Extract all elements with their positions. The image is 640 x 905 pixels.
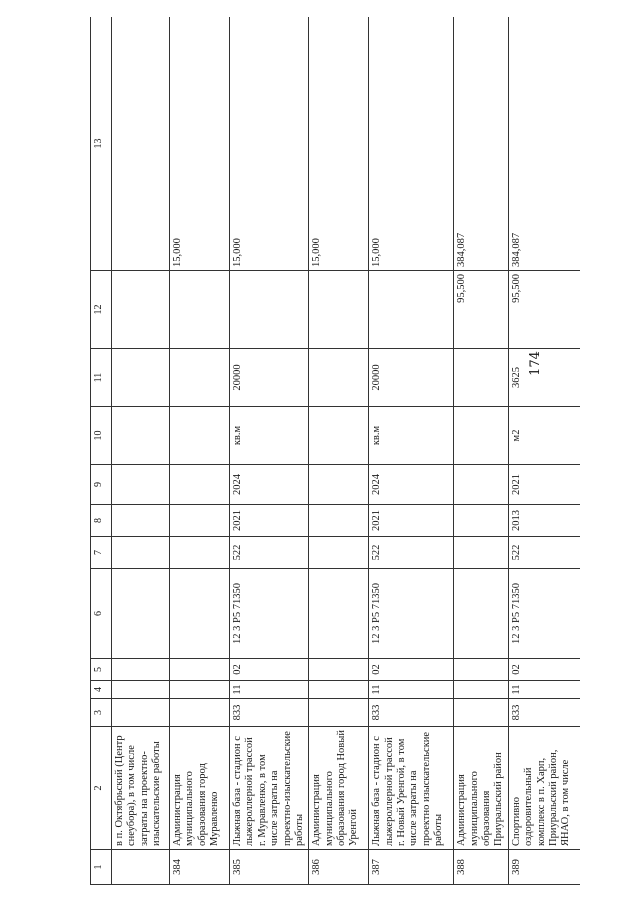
cell-c12	[112, 271, 170, 349]
cell-c10: кв.м	[230, 407, 309, 465]
cell-c6: 12 3 P5 71350	[369, 569, 454, 659]
cell-c6	[309, 569, 369, 659]
cell-c3	[170, 699, 230, 727]
cell-c4: 11	[369, 681, 454, 699]
page-number: 174	[527, 351, 543, 376]
cell-c9: 2024	[230, 465, 309, 505]
cell-c4	[170, 681, 230, 699]
cell-c5	[309, 659, 369, 681]
cell-c11	[454, 349, 509, 407]
cell-c7	[309, 537, 369, 569]
cell-num: 389	[508, 850, 580, 885]
cell-c3: 833	[508, 699, 580, 727]
cell-c6	[454, 569, 509, 659]
cell-num: 384	[170, 850, 230, 885]
cell-c7	[112, 537, 170, 569]
cell-c5	[112, 659, 170, 681]
col-header-12: 12	[91, 271, 112, 349]
cell-c8: 2021	[369, 505, 454, 537]
cell-c8	[454, 505, 509, 537]
cell-c5: 02	[508, 659, 580, 681]
table-row	[112, 17, 170, 885]
cell-c3	[309, 699, 369, 727]
cell-c8: 2021	[230, 505, 309, 537]
table-row	[454, 17, 509, 885]
col-header-7: 7	[91, 537, 112, 569]
cell-c7	[454, 537, 509, 569]
cell-c11: 20000	[369, 349, 454, 407]
cell-c12: 95,500	[508, 271, 580, 349]
cell-name: Лыжная база - стадион с лыжероллерной трассой г. Новый Уренгой, в том числе затраты на проектно изыскательские работы	[369, 727, 454, 850]
cell-c3: 833	[230, 699, 309, 727]
cell-c11	[309, 349, 369, 407]
cell-c5: 02	[230, 659, 309, 681]
cell-c4	[454, 681, 509, 699]
table-row	[230, 17, 309, 885]
table-row	[369, 17, 454, 885]
data-table	[90, 17, 580, 885]
table-row	[170, 17, 230, 885]
cell-c10	[170, 407, 230, 465]
cell-c12	[369, 271, 454, 349]
col-header-10: 10	[91, 407, 112, 465]
col-header-6: 6	[91, 569, 112, 659]
cell-c13	[112, 17, 170, 271]
cell-c11	[170, 349, 230, 407]
col-header-3: 3	[91, 699, 112, 727]
cell-c12	[170, 271, 230, 349]
cell-c4: 11	[230, 681, 309, 699]
rotated-table-container	[90, 17, 580, 885]
cell-num	[112, 850, 170, 885]
cell-c7: 522	[508, 537, 580, 569]
cell-c8: 2013	[508, 505, 580, 537]
cell-num: 385	[230, 850, 309, 885]
cell-c7: 522	[230, 537, 309, 569]
cell-name: Администрация муниципального образования Приуральский район	[454, 727, 509, 850]
cell-c3: 833	[369, 699, 454, 727]
cell-c5: 02	[369, 659, 454, 681]
cell-c6: 12 3 P5 71350	[230, 569, 309, 659]
cell-c9: 2024	[369, 465, 454, 505]
cell-c10	[112, 407, 170, 465]
cell-c6: 12 3 P5 71350	[508, 569, 580, 659]
cell-num: 387	[369, 850, 454, 885]
cell-c10: м2	[508, 407, 580, 465]
cell-c11: 20000	[230, 349, 309, 407]
col-header-11: 11	[91, 349, 112, 407]
table-viewport	[90, 17, 580, 885]
cell-c3	[454, 699, 509, 727]
cell-c13: 384,087	[454, 17, 509, 271]
cell-c12: 95,500	[454, 271, 509, 349]
col-header-13: 13	[91, 17, 112, 271]
cell-c10	[309, 407, 369, 465]
cell-name: Администрация муниципального образования город Муравленко	[170, 727, 230, 850]
cell-c4	[112, 681, 170, 699]
cell-c9	[309, 465, 369, 505]
column-number-row	[91, 17, 112, 885]
cell-name: в п. Октябрьский (Центр снеубора), в том числе затраты на проектно-изыскательские работы	[112, 727, 170, 850]
col-header-1: 1	[91, 850, 112, 885]
cell-c13: 15,000	[309, 17, 369, 271]
cell-c6	[170, 569, 230, 659]
cell-c12	[309, 271, 369, 349]
cell-c11	[112, 349, 170, 407]
cell-c10: кв.м	[369, 407, 454, 465]
cell-c5	[170, 659, 230, 681]
cell-c7	[170, 537, 230, 569]
cell-c9	[112, 465, 170, 505]
cell-c4: 11	[508, 681, 580, 699]
cell-num: 388	[454, 850, 509, 885]
cell-c13: 384,087	[508, 17, 580, 271]
cell-c12	[230, 271, 309, 349]
col-header-4: 4	[91, 681, 112, 699]
col-header-5: 5	[91, 659, 112, 681]
cell-c7: 522	[369, 537, 454, 569]
cell-name: Лыжная база - стадион с лыжероллерной трассой г. Муравленко, в том числе затраты на проектно-изыскательские работы	[230, 727, 309, 850]
cell-c13: 15,000	[230, 17, 309, 271]
cell-c9: 2021	[508, 465, 580, 505]
cell-c8	[170, 505, 230, 537]
cell-c8	[112, 505, 170, 537]
col-header-8: 8	[91, 505, 112, 537]
cell-num: 386	[309, 850, 369, 885]
table-row	[508, 17, 580, 885]
cell-name: Спортивно оздоровительный комплекс в п. Харп, Приуральский район, ЯНАО, в том числе	[508, 727, 580, 850]
cell-c11: 3625	[508, 349, 580, 407]
cell-c9	[170, 465, 230, 505]
cell-c5	[454, 659, 509, 681]
cell-c13: 15,000	[170, 17, 230, 271]
table-row	[309, 17, 369, 885]
cell-c3	[112, 699, 170, 727]
cell-c4	[309, 681, 369, 699]
cell-c6	[112, 569, 170, 659]
col-header-9: 9	[91, 465, 112, 505]
cell-name: Администрация муниципального образования город Новый Уренгой	[309, 727, 369, 850]
cell-c8	[309, 505, 369, 537]
col-header-2: 2	[91, 727, 112, 850]
cell-c9	[454, 465, 509, 505]
cell-c10	[454, 407, 509, 465]
cell-c13: 15,000	[369, 17, 454, 271]
